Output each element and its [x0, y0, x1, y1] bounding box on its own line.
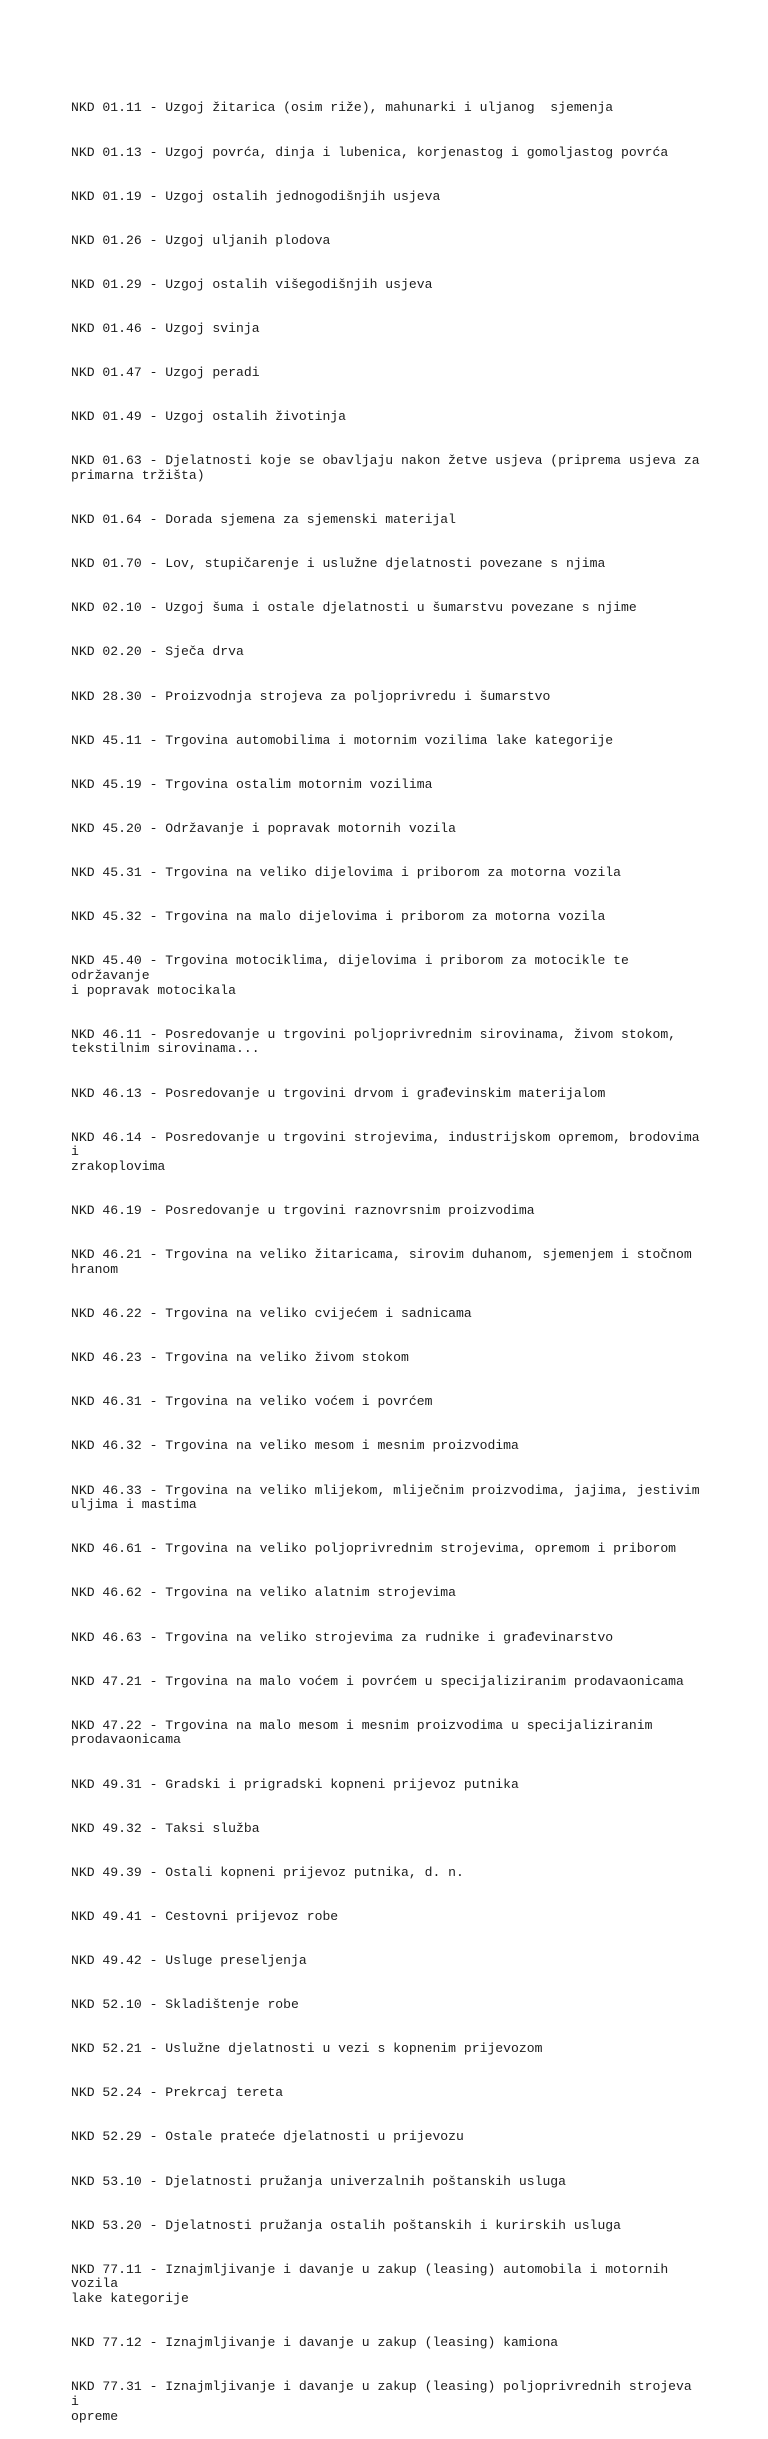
list-item: NKD 46.11 - Posredovanje u trgovini poljoprivrednim sirovinama, živom stokom, tekstilnim sirovinama...: [71, 1026, 677, 1057]
list-item: NKD 01.64 - Dorada sjemena za sjemenski materijal: [71, 512, 457, 528]
list-item: NKD 45.11 - Trgovina automobilima i motornim vozilima lake kategorije: [71, 732, 614, 748]
list-item: NKD 46.31 - Trgovina na veliko voćem i povrćem: [71, 1394, 433, 1410]
list-item: NKD 46.13 - Posredovanje u trgovini drvom i građevinskim materijalom: [71, 1085, 606, 1101]
list-item: NKD 47.21 - Trgovina na malo voćem i povrćem u specijaliziranim prodavaonicama: [71, 1673, 684, 1689]
list-item: NKD 77.31 - Iznajmljivanje i davanje u zakup (leasing) poljoprivrednih strojeva i opreme: [71, 2379, 692, 2424]
list-item: NKD 01.11 - Uzgoj žitarica (osim riže), mahunarki i uljanog sjemenja: [71, 100, 614, 116]
list-item: NKD 45.40 - Trgovina motociklima, dijelovima i priborom za motocikle te održavanje i popravak motocikala: [71, 953, 629, 998]
list-item: NKD 46.19 - Posredovanje u trgovini raznovrsnim proizvodima: [71, 1203, 535, 1219]
list-item: NKD 53.10 - Djelatnosti pružanja univerzalnih poštanskih usluga: [71, 2173, 567, 2189]
list-item: NKD 01.46 - Uzgoj svinja: [71, 320, 260, 336]
list-item: NKD 01.49 - Uzgoj ostalih životinja: [71, 409, 347, 425]
list-item: NKD 01.13 - Uzgoj povrća, dinja i lubenica, korjenastog i gomoljastog povrća: [71, 144, 669, 160]
list-item: NKD 46.62 - Trgovina na veliko alatnim strojevima: [71, 1585, 457, 1601]
list-item: NKD 01.19 - Uzgoj ostalih jednogodišnjih usjeva: [71, 188, 441, 204]
list-item: NKD 49.31 - Gradski i prigradski kopneni prijevoz putnika: [71, 1776, 519, 1792]
list-item: NKD 45.19 - Trgovina ostalim motornim vozilima: [71, 776, 433, 792]
list-item: NKD 45.31 - Trgovina na veliko dijelovima i priborom za motorna vozila: [71, 864, 622, 880]
list-item: NKD 49.42 - Usluge preseljenja: [71, 1953, 307, 1968]
list-item: NKD 01.47 - Uzgoj peradi: [71, 365, 260, 381]
list-item: NKD 46.14 - Posredovanje u trgovini strojevima, industrijskom opremom, brodovima i zrakoplovima: [71, 1129, 700, 1175]
list-item: NKD 28.30 - Proizvodnja strojeva za poljoprivredu i šumarstvo: [71, 688, 551, 704]
list-item: NKD 47.22 - Trgovina na malo mesom i mesnim proizvodima u specijaliziranim prodavaonicama: [71, 1717, 653, 1748]
list-item: NKD 52.24 - Prekrcaj tereta: [71, 2085, 284, 2101]
list-item: NKD 49.32 - Taksi služba: [71, 1820, 260, 1836]
list-item: NKD 46.22 - Trgovina na veliko cvijećem i sadnicama: [71, 1306, 472, 1322]
list-item: NKD 46.32 - Trgovina na veliko mesom i mesnim proizvodima: [71, 1438, 519, 1454]
list-item: NKD 01.70 - Lov, stupičarenje i uslužne djelatnosti povezane s njima: [71, 556, 606, 572]
list-item: NKD 49.39 - Ostali kopneni prijevoz putnika, d. n.: [71, 1864, 464, 1880]
list-item: NKD 01.29 - Uzgoj ostalih višegodišnjih usjeva: [71, 276, 433, 292]
list-item: NKD 45.32 - Trgovina na malo dijelovima i priborom za motorna vozila: [71, 909, 606, 925]
list-item: NKD 02.10 - Uzgoj šuma i ostale djelatnosti u šumarstvu povezane s njime: [71, 600, 637, 616]
list-item: NKD 46.61 - Trgovina na veliko poljoprivrednim strojevima, opremom i priborom: [71, 1541, 677, 1557]
list-item: NKD 01.26 - Uzgoj uljanih plodova: [71, 232, 331, 248]
list-item: NKD 46.21 - Trgovina na veliko žitaricama, sirovim duhanom, sjemenjem i stočnom hranom: [71, 1247, 692, 1277]
document-page: [71, 72, 701, 2439]
list-item: NKD 77.11 - Iznajmljivanje i davanje u zakup (leasing) automobila i motornih vozila lake kategorije: [71, 2261, 669, 2307]
list-item: NKD 02.20 - Sječa drva: [71, 644, 244, 660]
list-item: NKD 53.20 - Djelatnosti pružanja ostalih poštanskih i kurirskih usluga: [71, 2217, 622, 2233]
list-item: NKD 52.21 - Uslužne djelatnosti u vezi s kopnenim prijevozom: [71, 2041, 543, 2057]
list-item: NKD 46.23 - Trgovina na veliko živom stokom: [71, 1350, 409, 1366]
list-item: NKD 46.63 - Trgovina na veliko strojevima za rudnike i građevinarstvo: [71, 1629, 614, 1645]
list-item: NKD 49.41 - Cestovni prijevoz robe: [71, 1908, 339, 1924]
list-item: NKD 52.29 - Ostale prateće djelatnosti u prijevozu: [71, 2129, 464, 2145]
list-item: NKD 52.10 - Skladištenje robe: [71, 1997, 299, 2013]
list-item: NKD 01.63 - Djelatnosti koje se obavljaju nakon žetve usjeva (priprema usjeva za primarna tržišta): [71, 453, 700, 483]
list-item: NKD 46.33 - Trgovina na veliko mlijekom, mliječnim proizvodima, jajima, jestivim uljima i mastima: [71, 1482, 700, 1513]
list-item: NKD 77.12 - Iznajmljivanje i davanje u zakup (leasing) kamiona: [71, 2335, 559, 2351]
list-item: NKD 45.20 - Održavanje i popravak motornih vozila: [71, 820, 457, 836]
